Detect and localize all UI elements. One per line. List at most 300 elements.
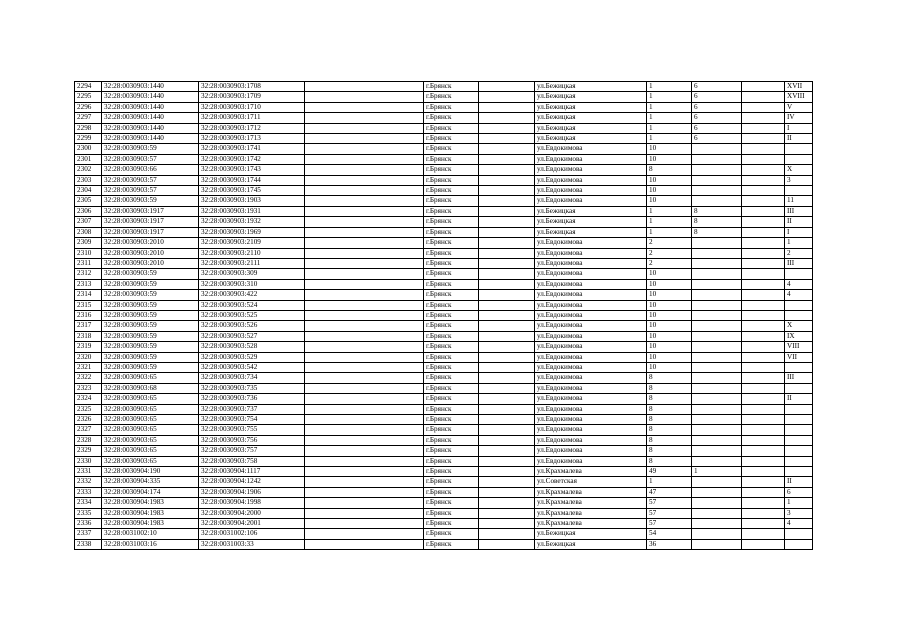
cell-cadastral-number: 32:28:0030904:2001 [199,519,305,529]
cell-building [692,415,742,425]
cell-building [692,519,742,529]
cell-row-number: 2335 [75,508,102,518]
cell-blank-column [479,227,535,237]
cell-apartment [785,539,813,549]
cell-apartment [785,310,813,320]
table-row [75,467,813,477]
table-row [75,539,813,549]
cell-parent-cadastral-number: 32:28:0030903:1440 [102,134,199,144]
cell-blank-column [742,290,785,300]
cell-building [692,425,742,435]
cell-blank-column [479,467,535,477]
cell-row-number: 2328 [75,435,102,445]
cell-street: ул.Евдокимова [535,404,647,414]
cell-apartment [785,425,813,435]
cell-blank-column [742,227,785,237]
cell-blank-column [305,269,424,279]
cell-apartment: 6 [785,487,813,497]
table-row [75,331,813,341]
cell-parent-cadastral-number: 32:28:0030903:1440 [102,123,199,133]
cell-parent-cadastral-number: 32:28:0030903:66 [102,165,199,175]
cell-apartment [785,467,813,477]
table-row [75,82,813,92]
cell-blank-column [479,321,535,331]
cell-street: ул.Евдокимова [535,279,647,289]
cell-apartment: II [785,134,813,144]
cell-row-number: 2318 [75,331,102,341]
cell-street: ул.Бежицкая [535,206,647,216]
cell-blank-column [742,154,785,164]
cell-parent-cadastral-number: 32:28:0030903:65 [102,425,199,435]
cell-apartment: XVII [785,82,813,92]
cell-row-number: 2320 [75,352,102,362]
table-row [75,342,813,352]
cell-blank-column [742,498,785,508]
cell-building [692,175,742,185]
cell-cadastral-number: 32:28:0030903:1711 [199,113,305,123]
cell-house-number: 10 [647,290,692,300]
cell-blank-column [305,477,424,487]
cell-parent-cadastral-number: 32:28:0030904:1983 [102,519,199,529]
cell-city: г.Брянск [424,321,479,331]
cell-blank-column [305,113,424,123]
cell-city: г.Брянск [424,165,479,175]
table-row [75,258,813,268]
cell-row-number: 2307 [75,217,102,227]
cell-blank-column [305,154,424,164]
cell-blank-column [305,519,424,529]
cell-house-number: 2 [647,238,692,248]
cell-street: ул.Бежицкая [535,217,647,227]
cell-house-number: 2 [647,258,692,268]
cell-street: ул.Советская [535,477,647,487]
cell-blank-column [742,425,785,435]
cell-cadastral-number: 32:28:0030903:1969 [199,227,305,237]
cell-cadastral-number: 32:28:0030904:1998 [199,498,305,508]
cell-blank-column [742,446,785,456]
cell-blank-column [479,102,535,112]
cell-blank-column [742,373,785,383]
cell-house-number: 47 [647,487,692,497]
cell-cadastral-number: 32:28:0030903:1741 [199,144,305,154]
cell-blank-column [479,175,535,185]
cell-city: г.Брянск [424,102,479,112]
cell-blank-column [305,123,424,133]
cell-row-number: 2330 [75,456,102,466]
cell-row-number: 2314 [75,290,102,300]
cell-parent-cadastral-number: 32:28:0030903:65 [102,415,199,425]
cell-house-number: 1 [647,92,692,102]
table-row [75,248,813,258]
cell-street: ул.Евдокимова [535,186,647,196]
cell-apartment [785,300,813,310]
table-row [75,310,813,320]
cell-house-number: 10 [647,196,692,206]
table-row [75,206,813,216]
cell-blank-column [479,383,535,393]
cell-row-number: 2321 [75,362,102,372]
cell-house-number: 8 [647,404,692,414]
cell-house-number: 57 [647,508,692,518]
cell-blank-column [742,404,785,414]
cell-apartment: 11 [785,196,813,206]
cell-blank-column [305,456,424,466]
cell-city: г.Брянск [424,519,479,529]
cell-blank-column [742,113,785,123]
cell-row-number: 2305 [75,196,102,206]
table-row [75,144,813,154]
cell-blank-column [479,134,535,144]
cell-city: г.Брянск [424,300,479,310]
cell-city: г.Брянск [424,373,479,383]
cell-blank-column [305,165,424,175]
cell-row-number: 2295 [75,92,102,102]
cell-building [692,456,742,466]
table-row [75,217,813,227]
cell-blank-column [479,539,535,549]
cell-parent-cadastral-number: 32:28:0030903:65 [102,456,199,466]
cell-building: 6 [692,113,742,123]
cell-house-number: 8 [647,165,692,175]
cell-parent-cadastral-number: 32:28:0030903:65 [102,404,199,414]
cell-house-number: 10 [647,144,692,154]
cell-row-number: 2322 [75,373,102,383]
cell-blank-column [742,238,785,248]
cell-house-number: 1 [647,217,692,227]
cell-blank-column [305,258,424,268]
cell-blank-column [742,342,785,352]
cell-blank-column [479,415,535,425]
cell-parent-cadastral-number: 32:28:0030903:1440 [102,113,199,123]
cell-city: г.Брянск [424,258,479,268]
cell-blank-column [305,467,424,477]
cell-parent-cadastral-number: 32:28:0030903:68 [102,383,199,393]
cell-parent-cadastral-number: 32:28:0030904:1983 [102,508,199,518]
cell-cadastral-number: 32:28:0030903:524 [199,300,305,310]
cell-house-number: 54 [647,529,692,539]
cell-city: г.Брянск [424,144,479,154]
table-row [75,508,813,518]
cell-apartment: IV [785,113,813,123]
cell-row-number: 2312 [75,269,102,279]
cell-blank-column [479,394,535,404]
cell-house-number: 1 [647,134,692,144]
table-row [75,165,813,175]
cell-apartment [785,154,813,164]
cell-house-number: 8 [647,415,692,425]
cell-cadastral-number: 32:28:0030903:1708 [199,82,305,92]
cell-parent-cadastral-number: 32:28:0030904:1983 [102,498,199,508]
cell-apartment: II [785,394,813,404]
cell-blank-column [742,321,785,331]
cell-cadastral-number: 32:28:0030903:1932 [199,217,305,227]
cell-blank-column [479,456,535,466]
cell-cadastral-number: 32:28:0030903:1744 [199,175,305,185]
cell-building [692,435,742,445]
cell-blank-column [479,196,535,206]
cell-cadastral-number: 32:28:0030904:2000 [199,508,305,518]
cell-blank-column [305,238,424,248]
cell-apartment: 3 [785,508,813,518]
cell-parent-cadastral-number: 32:28:0030903:59 [102,290,199,300]
cell-building [692,248,742,258]
cell-street: ул.Бежицкая [535,134,647,144]
cell-parent-cadastral-number: 32:28:0030903:2010 [102,258,199,268]
cell-blank-column [479,92,535,102]
cell-parent-cadastral-number: 32:28:0030904:335 [102,477,199,487]
cell-apartment: 4 [785,279,813,289]
cell-blank-column [305,82,424,92]
cell-parent-cadastral-number: 32:28:0030903:57 [102,154,199,164]
cell-row-number: 2308 [75,227,102,237]
table-row [75,300,813,310]
cell-cadastral-number: 32:28:0030903:422 [199,290,305,300]
cell-street: ул.Крахмалева [535,498,647,508]
cell-parent-cadastral-number: 32:28:0030903:65 [102,435,199,445]
cell-blank-column [479,404,535,414]
cell-blank-column [479,425,535,435]
cell-blank-column [479,487,535,497]
cell-apartment: 1 [785,498,813,508]
cell-cadastral-number: 32:28:0030903:1712 [199,123,305,133]
cell-blank-column [479,186,535,196]
cell-blank-column [305,539,424,549]
cell-blank-column [479,113,535,123]
cell-building: 8 [692,206,742,216]
cell-city: г.Брянск [424,342,479,352]
cell-blank-column [742,529,785,539]
cell-row-number: 2332 [75,477,102,487]
cell-apartment: X [785,321,813,331]
cell-apartment: IX [785,331,813,341]
cell-row-number: 2333 [75,487,102,497]
cell-blank-column [305,415,424,425]
cell-parent-cadastral-number: 32:28:0030903:59 [102,362,199,372]
cell-cadastral-number: 32:28:0030903:529 [199,352,305,362]
cell-blank-column [305,342,424,352]
cell-cadastral-number: 32:28:0030903:756 [199,435,305,445]
cell-city: г.Брянск [424,123,479,133]
cell-row-number: 2303 [75,175,102,185]
cell-blank-column [742,269,785,279]
cell-street: ул.Евдокимова [535,362,647,372]
table-row [75,196,813,206]
cell-cadastral-number: 32:28:0030903:526 [199,321,305,331]
cell-blank-column [742,196,785,206]
cell-building [692,446,742,456]
cell-city: г.Брянск [424,82,479,92]
table-row [75,362,813,372]
cell-building [692,165,742,175]
cell-row-number: 2337 [75,529,102,539]
cell-blank-column [305,383,424,393]
cell-building [692,154,742,164]
cell-building [692,186,742,196]
cell-row-number: 2302 [75,165,102,175]
cell-house-number: 10 [647,352,692,362]
cell-building [692,331,742,341]
cell-house-number: 1 [647,227,692,237]
cell-blank-column [479,82,535,92]
table-row [75,92,813,102]
cell-apartment [785,269,813,279]
cell-blank-column [742,467,785,477]
cell-row-number: 2326 [75,415,102,425]
table-row [75,456,813,466]
cell-cadastral-number: 32:28:0030903:755 [199,425,305,435]
cell-house-number: 8 [647,383,692,393]
cell-city: г.Брянск [424,404,479,414]
cell-house-number: 1 [647,123,692,133]
cell-street: ул.Бежицкая [535,92,647,102]
cell-blank-column [479,123,535,133]
cell-row-number: 2323 [75,383,102,393]
cell-street: ул.Евдокимова [535,165,647,175]
cell-apartment: III [785,258,813,268]
table-row [75,487,813,497]
cell-cadastral-number: 32:28:0030903:737 [199,404,305,414]
table-row [75,446,813,456]
cell-blank-column [305,498,424,508]
cell-city: г.Брянск [424,352,479,362]
cell-blank-column [305,310,424,320]
cell-street: ул.Евдокимова [535,310,647,320]
cell-blank-column [479,498,535,508]
cell-apartment [785,404,813,414]
cell-house-number: 1 [647,82,692,92]
cell-blank-column [305,425,424,435]
cell-street: ул.Крахмалева [535,508,647,518]
cell-building [692,352,742,362]
table-row [75,186,813,196]
cell-blank-column [305,92,424,102]
cell-blank-column [742,279,785,289]
table-row [75,175,813,185]
cell-row-number: 2327 [75,425,102,435]
cell-city: г.Брянск [424,383,479,393]
cell-street: ул.Бежицкая [535,113,647,123]
cell-blank-column [479,435,535,445]
cell-house-number: 10 [647,279,692,289]
cell-cadastral-number: 32:28:0030903:734 [199,373,305,383]
cell-cadastral-number: 32:28:0030903:527 [199,331,305,341]
cell-street: ул.Евдокимова [535,175,647,185]
cell-building [692,508,742,518]
cell-blank-column [479,154,535,164]
cell-city: г.Брянск [424,446,479,456]
cell-street: ул.Евдокимова [535,290,647,300]
cell-cadastral-number: 32:28:0030903:757 [199,446,305,456]
cell-blank-column [305,331,424,341]
cell-blank-column [479,290,535,300]
cell-row-number: 2300 [75,144,102,154]
cell-building [692,498,742,508]
cell-city: г.Брянск [424,498,479,508]
cell-blank-column [479,362,535,372]
cell-building [692,342,742,352]
cell-parent-cadastral-number: 32:28:0030903:59 [102,310,199,320]
cell-house-number: 57 [647,498,692,508]
cell-apartment [785,362,813,372]
cell-street: ул.Евдокимова [535,331,647,341]
cell-blank-column [742,477,785,487]
cell-street: ул.Евдокимова [535,238,647,248]
cell-house-number: 8 [647,394,692,404]
cell-blank-column [305,487,424,497]
registry-body [75,82,813,550]
cell-city: г.Брянск [424,508,479,518]
cell-building [692,300,742,310]
cell-blank-column [305,529,424,539]
cell-row-number: 2313 [75,279,102,289]
cell-cadastral-number: 32:28:0030903:735 [199,383,305,393]
cell-parent-cadastral-number: 32:28:0030904:174 [102,487,199,497]
cell-street: ул.Бежицкая [535,102,647,112]
cell-city: г.Брянск [424,134,479,144]
cell-apartment: 4 [785,519,813,529]
cell-street: ул.Бежицкая [535,529,647,539]
cell-apartment: I [785,227,813,237]
cell-city: г.Брянск [424,362,479,372]
cell-street: ул.Бежицкая [535,123,647,133]
cell-apartment: 2 [785,248,813,258]
cell-parent-cadastral-number: 32:28:0030903:2010 [102,248,199,258]
cell-apartment [785,144,813,154]
cell-blank-column [742,102,785,112]
cell-building [692,477,742,487]
cell-blank-column [305,394,424,404]
cell-blank-column [479,269,535,279]
cell-blank-column [479,217,535,227]
cell-house-number: 36 [647,539,692,549]
cell-parent-cadastral-number: 32:28:0030903:65 [102,446,199,456]
cell-blank-column [305,175,424,185]
cell-cadastral-number: 32:28:0030903:1745 [199,186,305,196]
cell-blank-column [479,206,535,216]
cell-row-number: 2319 [75,342,102,352]
cell-house-number: 10 [647,154,692,164]
cell-blank-column [479,342,535,352]
cell-blank-column [305,144,424,154]
cell-street: ул.Евдокимова [535,342,647,352]
table-row [75,435,813,445]
cell-cadastral-number: 32:28:0031003:33 [199,539,305,549]
cell-parent-cadastral-number: 32:28:0030903:59 [102,331,199,341]
cell-cadastral-number: 32:28:0030903:310 [199,279,305,289]
cell-blank-column [305,248,424,258]
cell-street: ул.Евдокимова [535,258,647,268]
cell-building [692,539,742,549]
cell-city: г.Брянск [424,394,479,404]
cell-cadastral-number: 32:28:0030903:758 [199,456,305,466]
cell-blank-column [742,415,785,425]
cell-parent-cadastral-number: 32:28:0030903:1440 [102,92,199,102]
table-row [75,154,813,164]
table-row [75,477,813,487]
cell-blank-column [305,217,424,227]
cell-blank-column [479,165,535,175]
cell-cadastral-number: 32:28:0030903:542 [199,362,305,372]
cell-cadastral-number: 32:28:0030903:2111 [199,258,305,268]
cell-cadastral-number: 32:28:0030903:1710 [199,102,305,112]
cell-street: ул.Евдокимова [535,300,647,310]
cell-city: г.Брянск [424,487,479,497]
cell-building [692,487,742,497]
cell-parent-cadastral-number: 32:28:0030903:1440 [102,82,199,92]
table-row [75,123,813,133]
table-row [75,519,813,529]
cell-building [692,310,742,320]
